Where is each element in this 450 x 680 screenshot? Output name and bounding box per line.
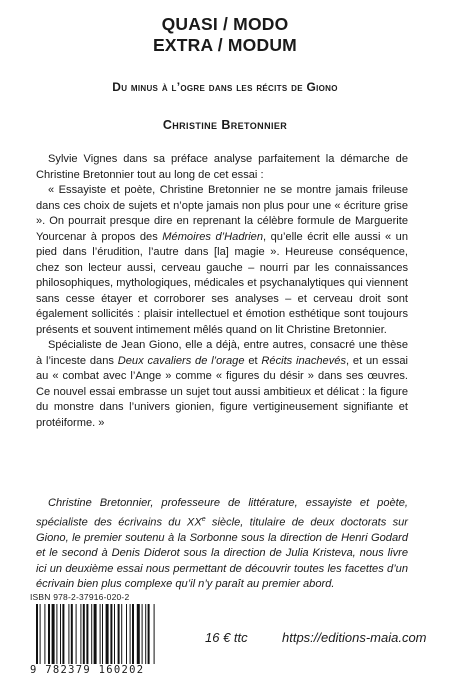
barcode-image: [34, 604, 184, 666]
bio-text: Christine Bretonnier, professeure de littérature, essayiste et poète, spécialiste des écrivains du XX: [36, 497, 408, 529]
intro-paragraph: Sylvie Vignes dans sa préface analyse parfaitement la démarche de Christine Bretonnier tout au long de cet essai :: [36, 153, 408, 181]
price-label: 16 € ttc: [205, 630, 248, 645]
quote-text: « Essayiste et poète, Christine Bretonnier ne se montre jamais frileuse dans ces choix de sujets et n’opte jamais non plus pour une « écriture grise ». On pourrait presque dire en reprenant la célèbre formule de Marguerite Yourcenar à propos des: [36, 184, 408, 243]
book-reference: Mémoires d’Hadrien: [162, 230, 263, 243]
barcode-digits: 9 782379 160202: [30, 664, 190, 676]
back-cover-text: [36, 152, 408, 431]
isbn-label: ISBN 978-2-37916-020-2: [30, 592, 130, 602]
quote-paragraph-2: [36, 338, 408, 431]
quote-text: , et un essai au « combat avec l’Ange » comme « figures du désir » dans ses œuvres. Ce nouvel essai embrasse un sujet tout aussi ambitieux et délicat : la figure du monstre dans l’univers gionien, figure vertigineusement signifiante et protéiforme. »: [36, 354, 409, 429]
book-reference: Récits inachevés: [261, 354, 346, 367]
bio-text: siècle, titulaire de deux doctorats sur Giono, le premier soutenu à la Sorbonne sous la direction de Henri Godard et le second à Denis Diderot sous la direction de Julia Kristeva, nous livre ici un deuxième essai nous permettant de découvrir toutes les facettes d’un écrivain bien plus complexe qu’il n’y paraît au premier abord.: [36, 516, 408, 591]
book-title-line-1: QUASI / MODO: [161, 14, 289, 34]
bio-paragraph: [36, 496, 408, 593]
quote-text: Spécialiste de Jean Giono, elle a déjà, entre autres, consacré une thèse à l’inceste dans: [36, 339, 408, 367]
quote-text: et: [244, 354, 262, 367]
author-name: Christine Bretonnier: [162, 118, 288, 132]
bio-superscript: e: [201, 515, 206, 523]
quote-paragraph-1: [36, 183, 408, 338]
book-subtitle: Du minus à l’ogre dans les récits de Giono: [112, 80, 338, 94]
book-title-line-2: EXTRA / MODUM: [153, 35, 297, 55]
publisher-url: https://editions-maia.com: [282, 630, 427, 645]
author-bio: [36, 496, 408, 593]
book-reference: Deux cavaliers de l’orage: [117, 354, 245, 367]
quote-text: , qu’elle écrit elle aussi « un pied dans l’érudition, l’autre dans [la] magie ». Heureuse conséquence, chez son lecteur aussi, cerveau gauche – nourri par les connaissances philosophiques, mythologiques, médicales et psychanalytiques qui viennent sans cesse étayer et corroborer ses analyses – et cerveau droit sont également sollicités : plaisir intellectuel et émotion esthétique sont toujours présents et souvent intimement mêlés quand on lit Christine Bretonnier.: [36, 230, 408, 336]
